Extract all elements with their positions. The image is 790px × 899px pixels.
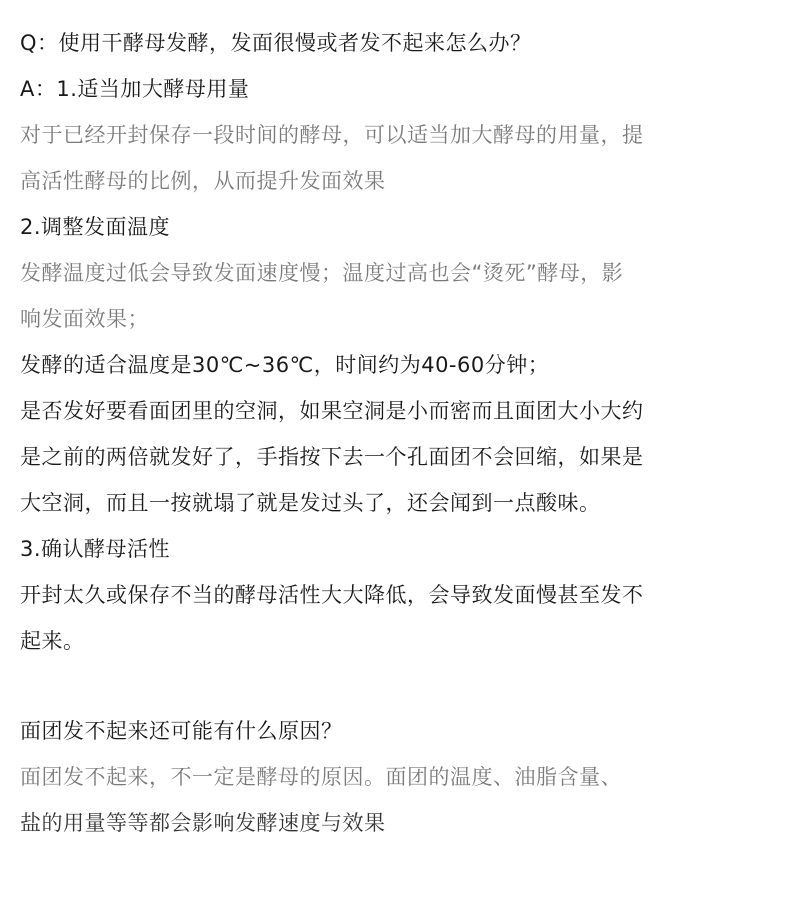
- extra-answer-line-2: 盐的用量等等都会影响发酵速度与效果: [20, 811, 386, 835]
- extra-answer-line-1: 面团发不起来，不一定是酵母的原因。面团的温度、油脂含量、: [20, 765, 622, 789]
- heading-2: 2.调整发面温度: [20, 215, 171, 239]
- extra-question: 面团发不起来还可能有什么原因？: [20, 719, 343, 743]
- paragraph-4-line-3: 大空洞，而且一按就塌了就是发过头了，还会闻到一点酸味。: [20, 491, 601, 515]
- paragraph-4-line-1: 是否发好要看面团里的空洞，如果空洞是小而密而且面团大小大约: [20, 399, 644, 423]
- answer-heading-1: A：1.适当加大酵母用量: [20, 77, 250, 101]
- paragraph-2-line-1: 发酵温度过低会导致发面速度慢；温度过高也会“烫死”酵母，影: [20, 261, 624, 285]
- heading-3: 3.确认酵母活性: [20, 537, 171, 561]
- paragraph-4-line-2: 是之前的两倍就发好了，手指按下去一个孔面团不会回缩，如果是: [20, 445, 644, 469]
- paragraph-3: 发酵的适合温度是30℃~36℃，时间约为40-60分钟；: [20, 353, 550, 377]
- paragraph-5-line-1: 开封太久或保存不当的酵母活性大大降低，会导致发面慢甚至发不: [20, 583, 644, 607]
- paragraph-5-line-2: 起来。: [20, 629, 85, 653]
- paragraph-2-line-2: 响发面效果；: [20, 307, 149, 331]
- paragraph-1-line-2: 高活性酵母的比例，从而提升发面效果: [20, 169, 386, 193]
- question-title: Q：使用干酵母发酵，发面很慢或者发不起来怎么办？: [20, 31, 532, 55]
- section-spacer: [20, 664, 775, 708]
- paragraph-1-line-1: 对于已经开封保存一段时间的酵母，可以适当加大酵母的用量，提: [20, 123, 644, 147]
- document-body: [20, 20, 775, 846]
